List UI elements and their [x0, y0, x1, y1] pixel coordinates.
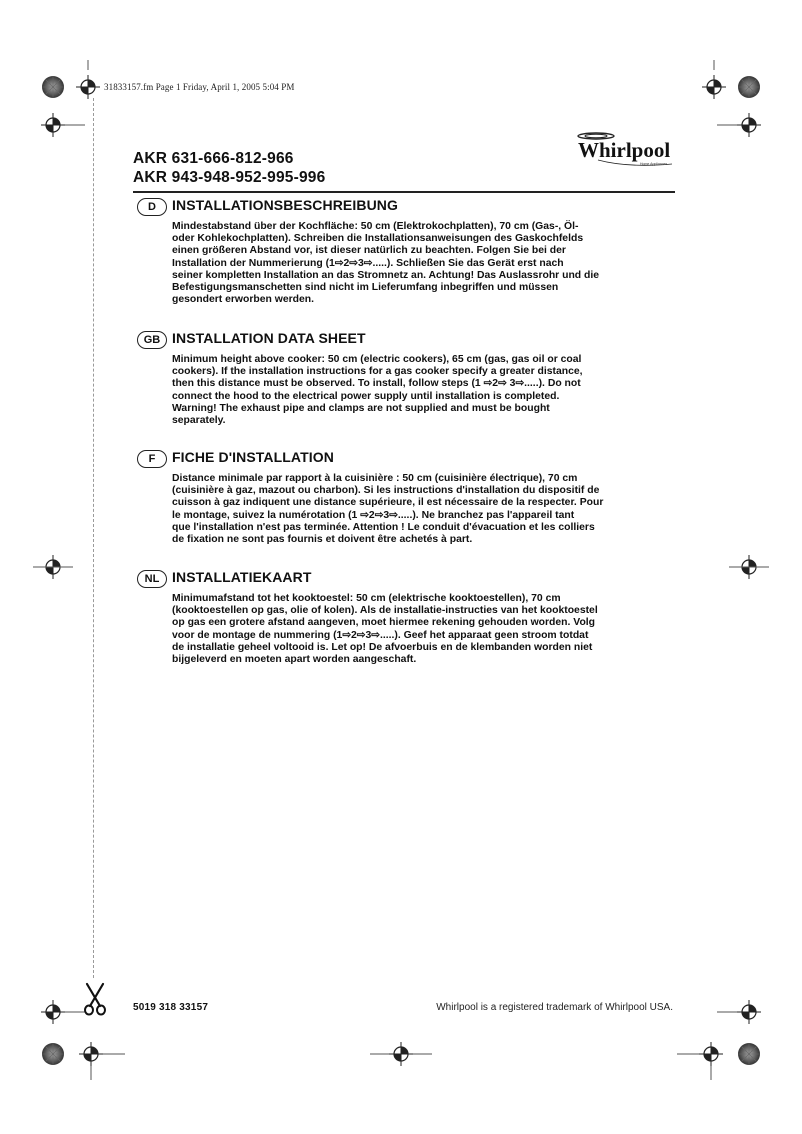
body-line: Minimum height above cooker: 50 cm (electric cookers), 65 cm (gas, gas oil or coal	[172, 354, 582, 365]
crosshair-top-right	[702, 75, 726, 99]
crosshair-right-upper	[737, 113, 761, 137]
body-line: le montage, suivez la numérotation (1 ⇨2⇨3⇨.....). Ne branchez pas l'appareil tant	[172, 509, 575, 521]
registration-ball-bottom-right	[738, 1043, 760, 1065]
section-title-de: INSTALLATIONSBESCHREIBUNG	[172, 197, 398, 213]
crosshair-bottom-right	[699, 1042, 723, 1066]
body-line: de fixation ne sont pas fournis et doivent être achetés à part.	[172, 534, 473, 546]
body-line: separately.	[172, 415, 226, 427]
lang-badge-fr: F	[137, 450, 167, 468]
model-line-2: AKR 943-948-952-995-996	[133, 169, 326, 186]
trademark-note: Whirlpool is a registered trademark of Whirlpool USA.	[436, 1002, 673, 1013]
crosshair-left-middle	[41, 555, 65, 579]
registration-ball-bottom-left	[42, 1043, 64, 1065]
body-line: connect the hood to the electrical power supply until installation is completed.	[172, 390, 560, 402]
body-line: oder Kohlekochplatten). Schreiben die Installationsanweisungen des Gaskochfelds	[172, 233, 584, 245]
registration-ball-top-left	[42, 76, 64, 98]
section-title-nl: INSTALLATIEKAART	[172, 569, 312, 585]
scissors-icon	[82, 982, 108, 1016]
section-body-de	[172, 221, 640, 306]
lang-badge-de: D	[137, 198, 167, 216]
body-line: bijgeleverd en moeten apart worden aangeschaft.	[172, 654, 417, 666]
body-line: Distance minimale par rapport à la cuisinière : 50 cm (cuisinière électrique), 70 cm	[172, 473, 578, 484]
body-line: Minimumafstand tot het kooktoestel: 50 cm (elektrische kooktoestellen), 70 cm	[172, 593, 561, 604]
part-number: 5019 318 33157	[133, 1002, 209, 1013]
body-line: Mindestabstand über der Kochfläche: 50 cm (Elektrokochplatten), 70 cm (Gas-, Öl-	[172, 221, 579, 232]
body-line: cookers). If the installation instructions for a gas cooker specify a greater distance,	[172, 366, 583, 378]
crosshair-right-middle	[737, 555, 761, 579]
crosshair-bottom-left	[79, 1042, 103, 1066]
crosshair-left-upper	[41, 113, 65, 137]
section-title-fr: FICHE D'INSTALLATION	[172, 449, 334, 465]
section-body-gb	[172, 354, 640, 427]
body-line: Installation der Nummerierung (1⇨2⇨3⇨.....). Schließen Sie das Gerät erst nach	[172, 257, 564, 269]
crosshair-right-lower	[737, 1000, 761, 1024]
body-line: (kooktoestellen op gas, olie of kolen). Als de installatie-instructies van het kooktoestel	[172, 605, 598, 617]
header-rule	[133, 191, 675, 193]
cut-line	[93, 98, 94, 978]
body-line: voor de montage de nummering (1⇨2⇨3⇨.....). Geef het apparaat geen stroom totdat	[172, 629, 589, 641]
body-line: Warning! The exhaust pipe and clamps are not supplied and must be bought	[172, 402, 550, 414]
logo-text: Whirlpool	[578, 138, 671, 162]
section-title-gb: INSTALLATION DATA SHEET	[172, 330, 366, 346]
section-body-fr	[172, 473, 640, 546]
body-line: einen größeren Abstand vor, ist dieser natürlich zu beachten. Folgen Sie bei der	[172, 245, 566, 257]
crosshair-bottom-center	[389, 1042, 413, 1066]
body-line: gesondert erworben werden.	[172, 294, 315, 306]
file-info: 31833157.fm Page 1 Friday, April 1, 2005 5:04 PM	[104, 82, 295, 92]
model-line-1: AKR 631-666-812-966	[133, 150, 294, 167]
section-body-nl	[172, 593, 640, 666]
body-line: que l'installation n'est pas terminée. Attention ! Le conduit d'évacuation et les colliers	[172, 521, 595, 533]
lang-badge-nl: NL	[137, 570, 167, 588]
body-line: (cuisinière à gaz, mazout ou charbon). Si les instructions d'installation du dispositif de	[172, 485, 600, 497]
registration-ball-top-right	[738, 76, 760, 98]
logo-subtext: Home Appliances	[640, 162, 668, 166]
body-line: then this distance must be observed. To install, follow steps (1 ⇨2⇨ 3⇨.....). Do not	[172, 378, 581, 390]
crosshair-left-lower	[41, 1000, 65, 1024]
lang-badge-gb: GB	[137, 331, 167, 349]
body-line: de installatie geheel voltooid is. Let op! De afvoerbuis en de klembanden worden niet	[172, 641, 593, 653]
whirlpool-logo	[568, 128, 680, 172]
body-line: Befestigungsmanschetten sind nicht im Lieferumfang inbegriffen und müssen	[172, 282, 559, 294]
body-line: seiner kompletten Installation an das Stromnetz an. Achtung! Das Auslassrohr und die	[172, 269, 600, 281]
body-line: op gas een grotere afstand aangeven, moet hiermee rekening gehouden worden. Volg	[172, 617, 596, 629]
crosshair-top-left	[76, 75, 100, 99]
body-line: cuisson à gaz indiquent une distance supérieure, il est nécessaire de la respecter. Pour	[172, 497, 604, 509]
